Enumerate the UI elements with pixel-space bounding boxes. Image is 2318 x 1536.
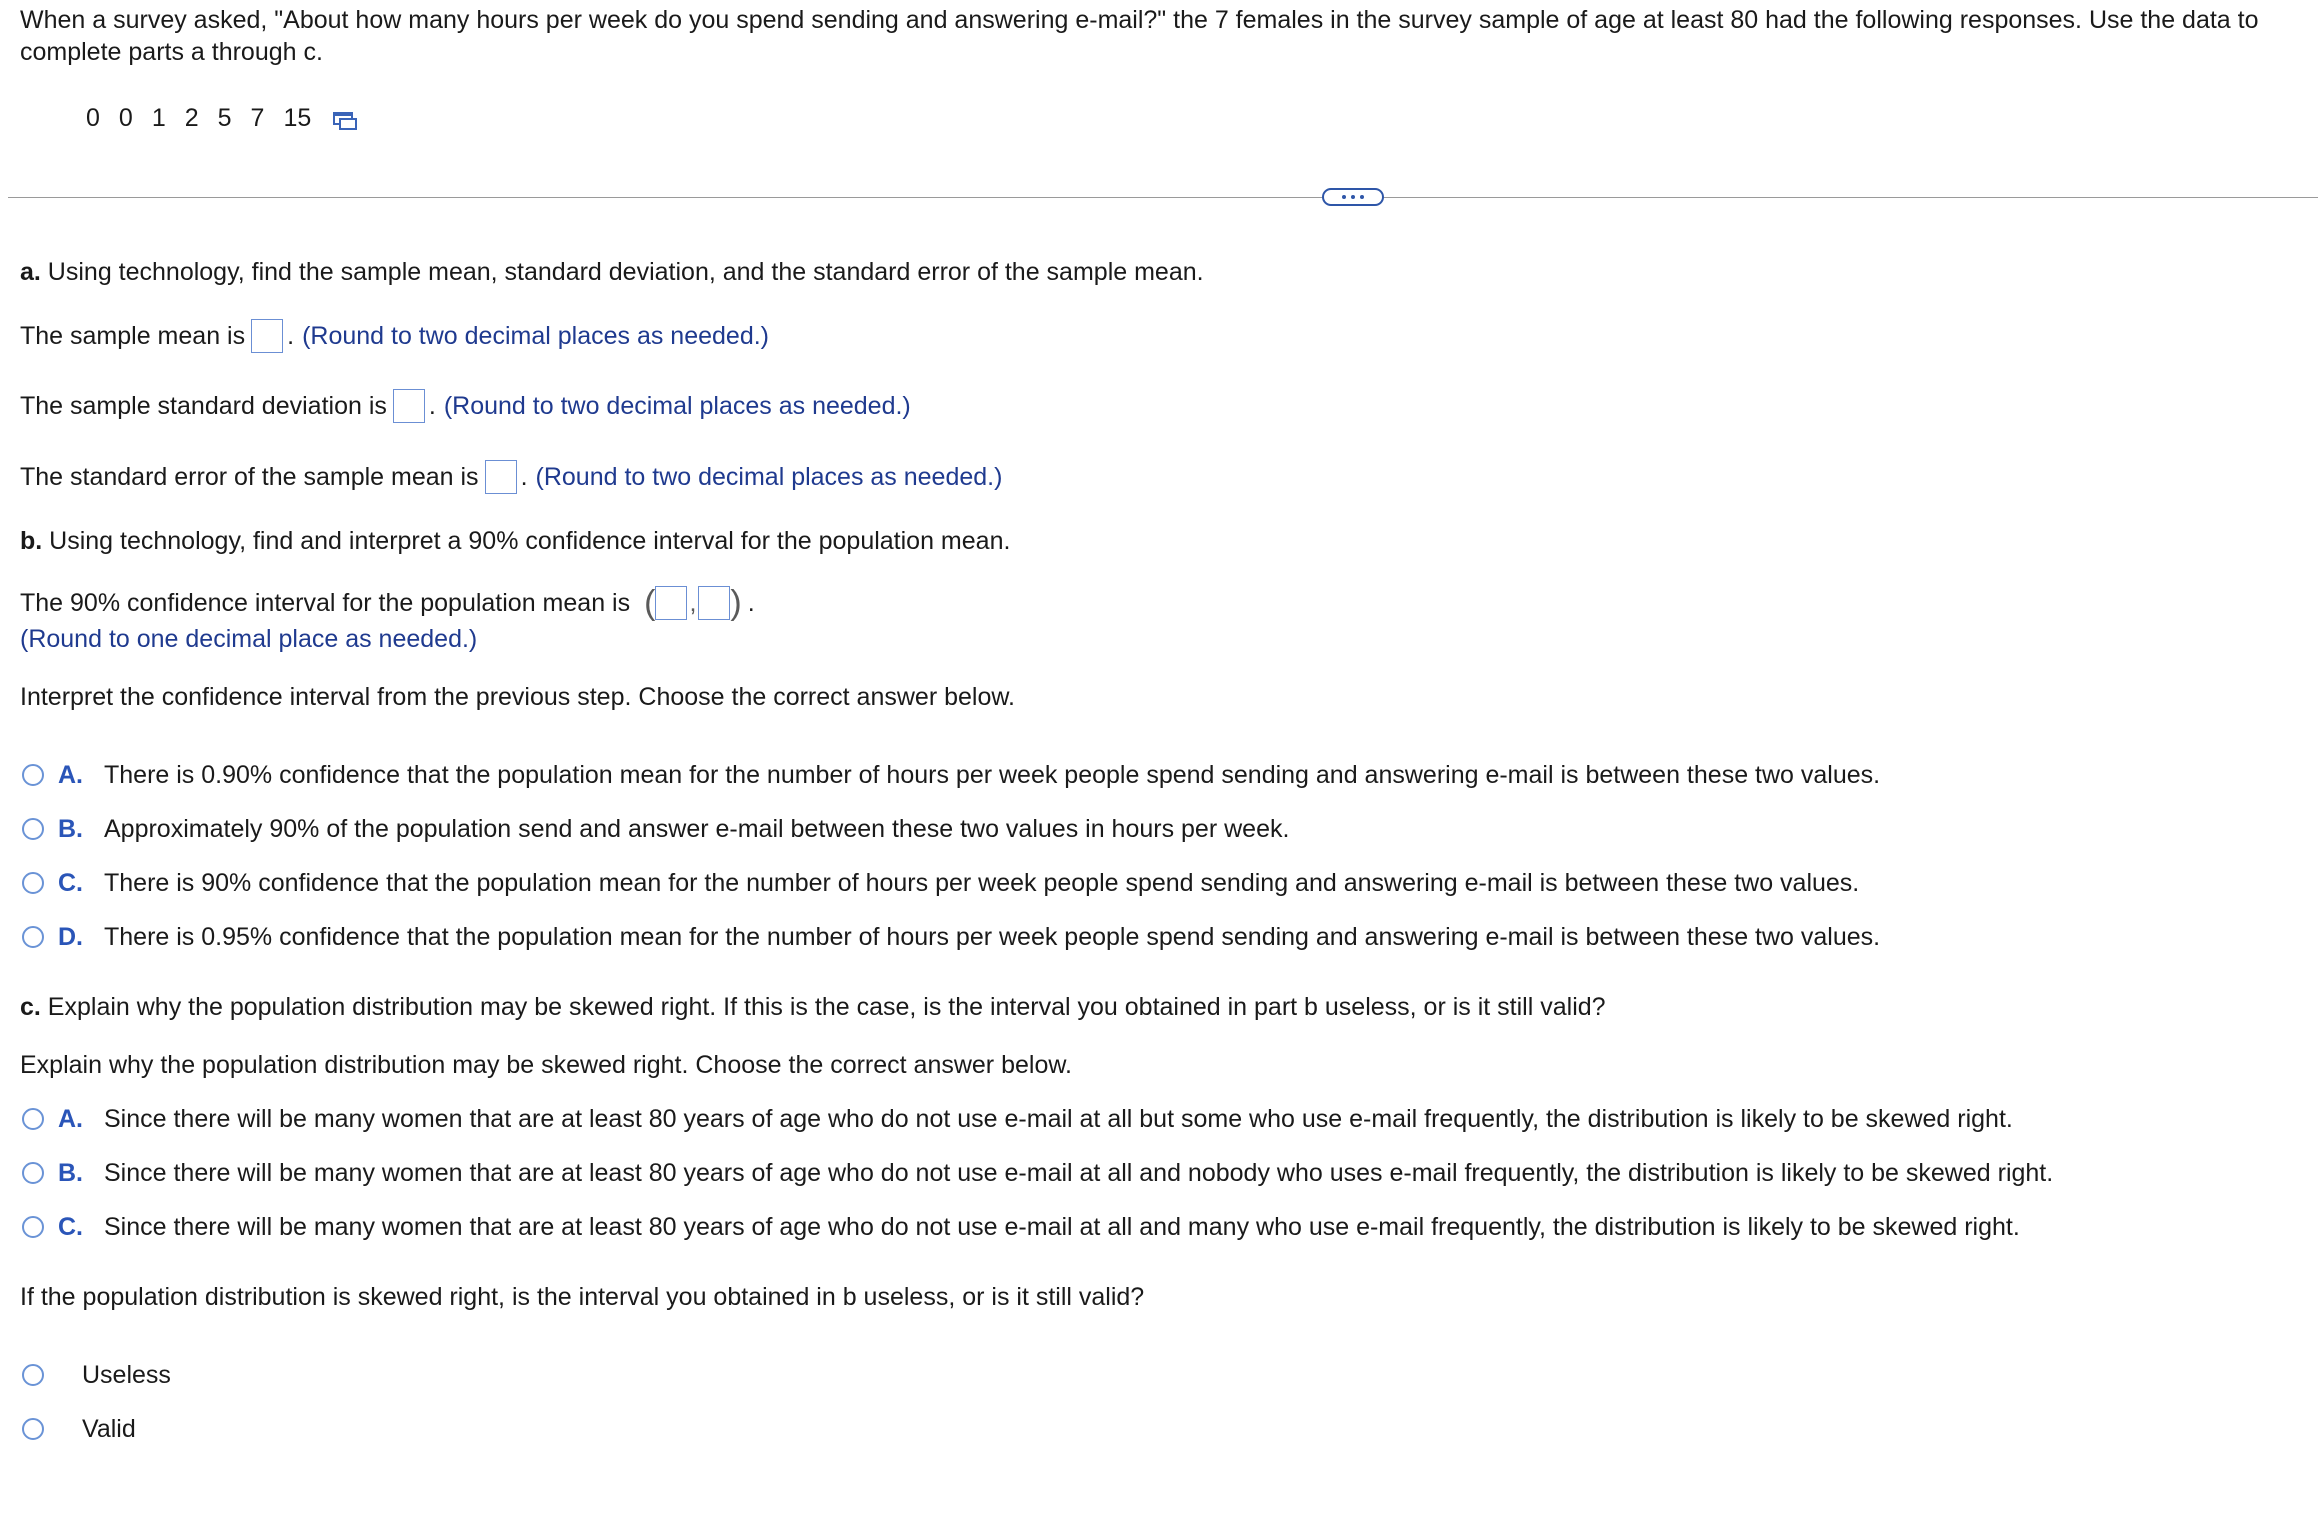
option-letter: A. xyxy=(58,760,83,789)
skew-option-c[interactable] xyxy=(22,1209,2020,1245)
radio-button[interactable] xyxy=(22,872,44,894)
validity-question: If the population distribution is skewed right, is the interval you obtained in b useless, or is it still valid? xyxy=(20,1282,1145,1311)
skew-option-a[interactable] xyxy=(22,1101,2013,1137)
data-value: 1 xyxy=(151,103,166,132)
radio-button[interactable] xyxy=(22,1162,44,1184)
more-options-dot xyxy=(1351,195,1355,199)
data-value: 2 xyxy=(184,103,199,132)
radio-button[interactable] xyxy=(22,764,44,786)
period: . xyxy=(428,391,436,420)
radio-button[interactable] xyxy=(22,1108,44,1130)
copy-data-icon[interactable] xyxy=(332,110,358,132)
sample-sd-line xyxy=(20,388,911,424)
open-paren: ( xyxy=(644,584,656,622)
option-text: Valid xyxy=(82,1414,136,1443)
more-options-icon xyxy=(1342,195,1346,199)
option-text: There is 90% confidence that the population mean for the number of hours per week people spend sending and answering e-mail is between these two values. xyxy=(104,868,1860,897)
option-text: Approximately 90% of the population send and answer e-mail between these two values in hours per week. xyxy=(104,814,1290,843)
validity-option-valid[interactable] xyxy=(22,1411,136,1447)
sample-mean-input[interactable] xyxy=(251,319,283,353)
option-text: There is 0.90% confidence that the population mean for the number of hours per week people spend sending and answering e-mail is between these two values. xyxy=(104,760,1881,789)
validity-option-useless[interactable] xyxy=(22,1357,171,1393)
period: . xyxy=(287,321,295,350)
option-text: Since there will be many women that are at least 80 years of age who do not use e-mail at all and nobody who uses e-mail frequently, the distribution is likely to be skewed right. xyxy=(104,1158,2054,1187)
option-letter: A. xyxy=(58,1104,83,1133)
sample-sd-label: The sample standard deviation is xyxy=(20,391,387,420)
sample-sd-input[interactable] xyxy=(393,389,425,423)
round-hint: (Round to two decimal places as needed.) xyxy=(302,321,769,350)
part-b-prompt-text: Using technology, find and interpret a 90% confidence interval for the population mean. xyxy=(42,526,1011,555)
data-value: 0 xyxy=(118,103,133,132)
option-letter: B. xyxy=(58,1158,83,1187)
part-c-label: c. xyxy=(20,992,41,1021)
more-options-button[interactable] xyxy=(1322,188,1384,206)
problem-statement: When a survey asked, "About how many hours per week do you spend sending and answering e-mail?" the 7 females in the survey sample of age at least 80 had the following responses. Use the data to complete parts a through c. xyxy=(20,6,2259,66)
standard-error-label: The standard error of the sample mean is xyxy=(20,462,479,491)
option-letter: C. xyxy=(58,1212,83,1241)
part-b-prompt xyxy=(20,523,1010,559)
interpret-option-b[interactable] xyxy=(22,811,1289,847)
standard-error-line xyxy=(20,459,1002,495)
radio-button[interactable] xyxy=(22,1418,44,1440)
skew-instruction: Explain why the population distribution may be skewed right. Choose the correct answer below. xyxy=(20,1050,1072,1079)
part-a-prompt-text: Using technology, find the sample mean, standard deviation, and the standard error of the sample mean. xyxy=(40,257,1204,286)
radio-button[interactable] xyxy=(22,1364,44,1386)
ci-lower-input[interactable] xyxy=(655,586,687,620)
standard-error-input[interactable] xyxy=(485,460,517,494)
sample-mean-line xyxy=(20,318,769,354)
option-letter: B. xyxy=(58,814,83,843)
data-value: 5 xyxy=(217,103,232,132)
option-text: Since there will be many women that are at least 80 years of age who do not use e-mail at all and many who use e-mail frequently, the distribution is likely to be skewed right. xyxy=(104,1212,2020,1241)
interpret-option-a[interactable] xyxy=(22,757,1880,793)
radio-button[interactable] xyxy=(22,1216,44,1238)
round-hint: (Round to two decimal places as needed.) xyxy=(443,391,911,420)
data-values-row xyxy=(86,100,358,136)
part-a-label: a. xyxy=(20,257,41,286)
interpret-option-d[interactable] xyxy=(22,919,1880,955)
option-letter: D. xyxy=(58,922,83,951)
ci-round-hint: (Round to one decimal place as needed.) xyxy=(20,624,478,653)
radio-button[interactable] xyxy=(22,818,44,840)
option-text: Useless xyxy=(82,1360,171,1389)
interpret-option-c[interactable] xyxy=(22,865,1859,901)
confidence-interval-label: The 90% confidence interval for the population mean is xyxy=(20,588,631,617)
part-a-prompt xyxy=(20,254,1204,290)
ci-upper-input[interactable] xyxy=(698,586,730,620)
part-b-label: b. xyxy=(20,526,43,555)
data-value: 0 xyxy=(86,103,100,132)
data-value: 15 xyxy=(283,103,312,132)
section-divider xyxy=(8,197,2318,198)
more-options-dot xyxy=(1360,195,1364,199)
confidence-interval-line xyxy=(20,585,755,621)
sample-mean-label: The sample mean is xyxy=(20,321,246,350)
skew-option-b[interactable] xyxy=(22,1155,2053,1191)
part-c-prompt xyxy=(20,989,1606,1025)
period: . xyxy=(520,462,528,491)
option-text: Since there will be many women that are at least 80 years of age who do not use e-mail at all but some who use e-mail frequently, the distribution is likely to be skewed right. xyxy=(104,1104,2013,1133)
radio-button[interactable] xyxy=(22,926,44,948)
ci-comma: , xyxy=(689,589,697,617)
data-value: 7 xyxy=(250,103,265,132)
period: . xyxy=(747,588,755,617)
part-c-prompt-text: Explain why the population distribution may be skewed right. If this is the case, is the interval you obtained in part b useless, or is it still valid? xyxy=(40,992,1606,1021)
close-paren: ) xyxy=(730,584,742,622)
round-hint: (Round to two decimal places as needed.) xyxy=(535,462,1003,491)
interpret-instruction: Interpret the confidence interval from the previous step. Choose the correct answer below. xyxy=(20,682,1015,711)
option-text: There is 0.95% confidence that the population mean for the number of hours per week people spend sending and answering e-mail is between these two values. xyxy=(104,922,1881,951)
option-letter: C. xyxy=(58,868,83,897)
